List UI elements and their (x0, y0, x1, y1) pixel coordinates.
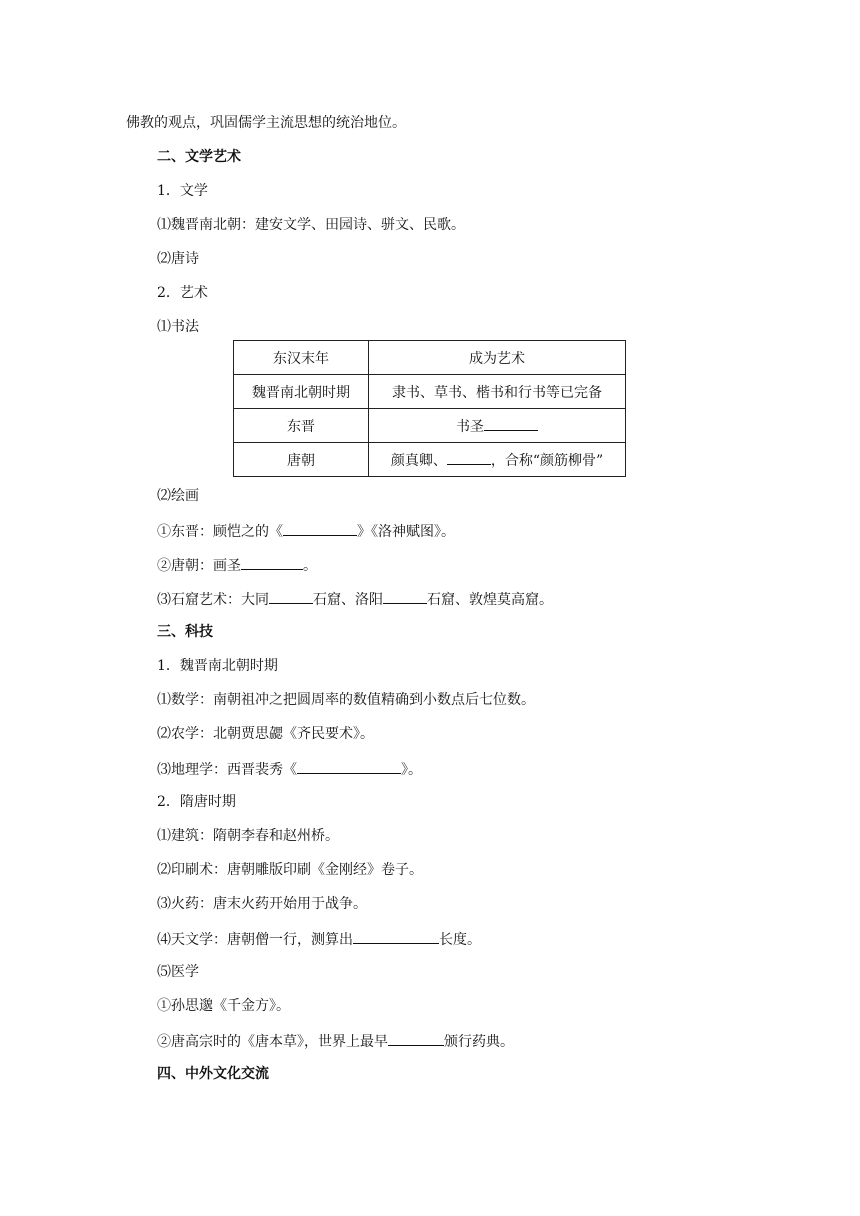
cell-text: 颜真卿、 (390, 453, 447, 469)
subheading-wei-jin-period: 1．魏晋南北朝时期 (157, 658, 278, 674)
table-cell-content: 隶书、草书、楷书和行书等已完备 (369, 375, 626, 409)
text: 石窟、洛阳 (313, 592, 383, 608)
item-grotto-art (157, 588, 553, 610)
cell-text: 书圣 (456, 419, 484, 435)
item-architecture: ⑴建筑：隋朝李春和赵州桥。 (157, 828, 339, 844)
text: 颁行药典。 (444, 1034, 514, 1050)
item-astronomy (157, 928, 481, 950)
text: 。 (303, 558, 317, 574)
table-row (234, 375, 626, 409)
text: 石窟、敦煌莫高窟。 (427, 592, 553, 608)
item-gunpowder: ⑶火药：唐末火药开始用于战争。 (157, 896, 367, 912)
fill-blank[interactable] (241, 554, 303, 570)
section-heading-literature-art: 二、文学艺术 (157, 149, 241, 165)
table-row (234, 443, 626, 477)
item-sun-simiao: ①孙思邈《千金方》。 (157, 998, 290, 1014)
table-row (234, 409, 626, 443)
table-cell-content (369, 443, 626, 477)
text: ②唐朝：画圣 (157, 558, 241, 574)
text: ⑷天文学：唐朝僧一行，测算出 (157, 932, 353, 948)
item-medicine: ⑸医学 (157, 964, 199, 980)
section-heading-science: 三、科技 (157, 624, 213, 640)
table-row (234, 341, 626, 375)
item-geography (157, 758, 422, 780)
text: 》《洛神赋图》。 (357, 524, 455, 540)
text: 》。 (401, 762, 422, 778)
subheading-sui-tang-period: 2．隋唐时期 (157, 794, 236, 810)
fill-blank[interactable] (353, 928, 439, 944)
continued-paragraph: 佛教的观点，巩固儒学主流思想的统治地位。 (126, 115, 406, 131)
item-printing: ⑵印刷术：唐朝雕版印刷《金刚经》卷子。 (157, 862, 423, 878)
text: 长度。 (439, 932, 481, 948)
fill-blank[interactable] (297, 758, 401, 774)
item-painting: ⑵绘画 (157, 488, 199, 504)
table-cell-period: 东晋 (234, 409, 369, 443)
section-heading-cultural-exchange: 四、中外文化交流 (157, 1066, 269, 1082)
table-cell-period: 魏晋南北朝时期 (234, 375, 369, 409)
fill-blank[interactable] (383, 588, 427, 604)
fill-blank[interactable] (447, 449, 491, 465)
item-wei-jin-literature: ⑴魏晋南北朝：建安文学、田园诗、骈文、民歌。 (157, 217, 465, 233)
text: ⑶石窟艺术：大同 (157, 592, 269, 608)
item-tang-materia-medica (157, 1030, 514, 1052)
fill-blank[interactable] (388, 1030, 444, 1046)
table-cell-content (369, 409, 626, 443)
table-cell-period: 唐朝 (234, 443, 369, 477)
subheading-art: 2．艺术 (157, 285, 208, 301)
item-agriculture: ⑵农学：北朝贾思勰《齐民要术》。 (157, 726, 374, 742)
item-tang-poetry: ⑵唐诗 (157, 251, 199, 267)
subheading-literature: 1．文学 (157, 183, 208, 199)
calligraphy-table (233, 340, 626, 477)
fill-blank[interactable] (283, 520, 357, 536)
item-mathematics: ⑴数学：南朝祖冲之把圆周率的数值精确到小数点后七位数。 (157, 692, 535, 708)
cell-text: ，合称“颜筋柳骨” (490, 453, 604, 469)
table-cell-content: 成为艺术 (369, 341, 626, 375)
table-cell-period: 东汉末年 (234, 341, 369, 375)
text: ②唐高宗时的《唐本草》，世界上最早 (157, 1034, 388, 1050)
item-tang-painting (157, 554, 317, 576)
fill-blank[interactable] (484, 415, 538, 431)
fill-blank[interactable] (269, 588, 313, 604)
text: ①东晋：顾恺之的《 (157, 524, 283, 540)
item-calligraphy: ⑴书法 (157, 319, 199, 335)
text: ⑶地理学：西晋裴秀《 (157, 762, 297, 778)
item-eastern-jin-painting (157, 520, 455, 542)
